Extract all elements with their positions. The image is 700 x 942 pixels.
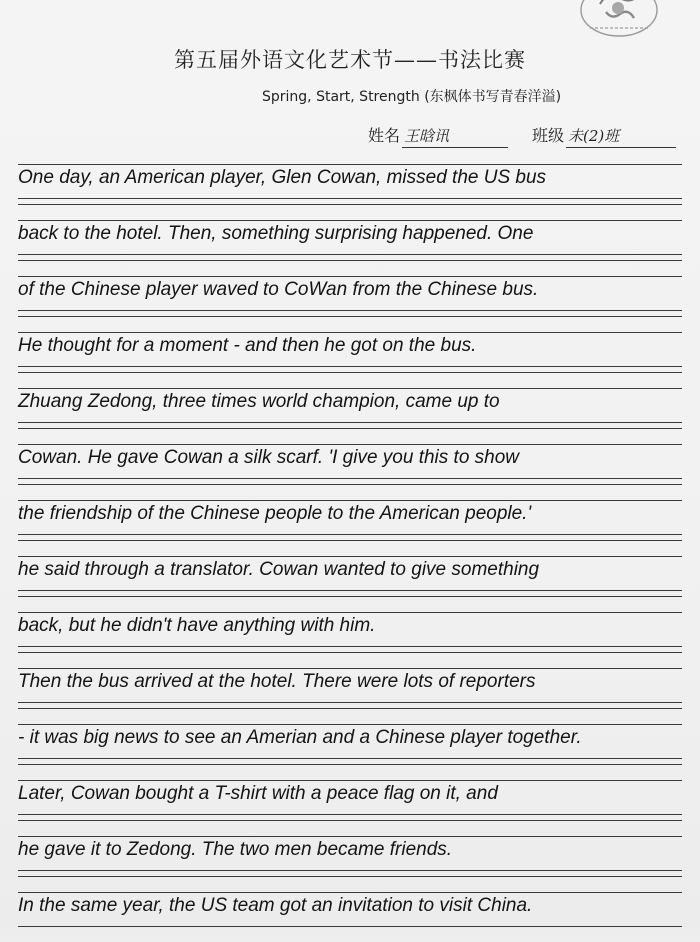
- handwritten-text: Later, Cowan bought a T-shirt with a peace flag on it, and: [18, 783, 498, 804]
- handwritten-text: Cowan. He gave Cowan a silk scarf. 'I give you this to show: [18, 447, 520, 468]
- handwritten-text: he said through a translator. Cowan wanted to give something: [18, 559, 540, 580]
- writing-line: [14, 606, 686, 662]
- handwritten-text: he gave it to Zedong. The two men became friends.: [18, 839, 453, 860]
- class-label: 班级: [532, 126, 565, 145]
- handwriting-lines: [14, 158, 686, 933]
- writing-line: [14, 326, 686, 382]
- name-value: 王晗讯: [402, 125, 508, 148]
- handwritten-text: Zhuang Zedong, three times world champion, came up to: [18, 391, 500, 412]
- writing-line: [14, 718, 686, 774]
- handwritten-text: - it was big news to see an Amerian and a Chinese player together.: [18, 727, 582, 748]
- handwritten-text: of the Chinese player waved to CoWan from the Chinese bus.: [18, 279, 539, 300]
- writing-line: [14, 494, 686, 550]
- handwritten-text: the friendship of the Chinese people to the American people.': [18, 503, 532, 524]
- handwritten-text: back to the hotel. Then, something surprising happened. One: [18, 223, 534, 244]
- handwritten-text: back, but he didn't have anything with him.: [18, 615, 376, 636]
- handwritten-text: Then the bus arrived at the hotel. There were lots of reporters: [18, 671, 536, 692]
- writing-line: [14, 214, 686, 270]
- writing-line: [14, 550, 686, 606]
- student-name-field: [368, 123, 508, 148]
- writing-line: [14, 382, 686, 438]
- handwritten-text: One day, an American player, Glen Cowan, missed the US bus: [18, 167, 547, 188]
- writing-line: [14, 830, 686, 886]
- class-value: 未(2)班: [566, 125, 676, 148]
- handwritten-text: He thought for a moment - and then he got on the bus.: [18, 335, 477, 356]
- writing-line: [14, 886, 686, 942]
- student-class-field: [532, 123, 676, 148]
- writing-line: [14, 158, 686, 214]
- writing-line: [14, 270, 686, 326]
- contest-title: 第五届外语文化艺术节——书法比赛: [174, 48, 526, 72]
- contest-subtitle: Spring, Start, Strength (东枫体书写青春洋溢): [262, 89, 562, 105]
- name-label: 姓名: [368, 126, 401, 145]
- writing-line: [14, 774, 686, 830]
- writing-line: [14, 662, 686, 718]
- writing-line: [14, 438, 686, 494]
- school-seal-stamp: [578, 0, 660, 40]
- handwritten-text: In the same year, the US team got an invitation to visit China.: [18, 895, 533, 916]
